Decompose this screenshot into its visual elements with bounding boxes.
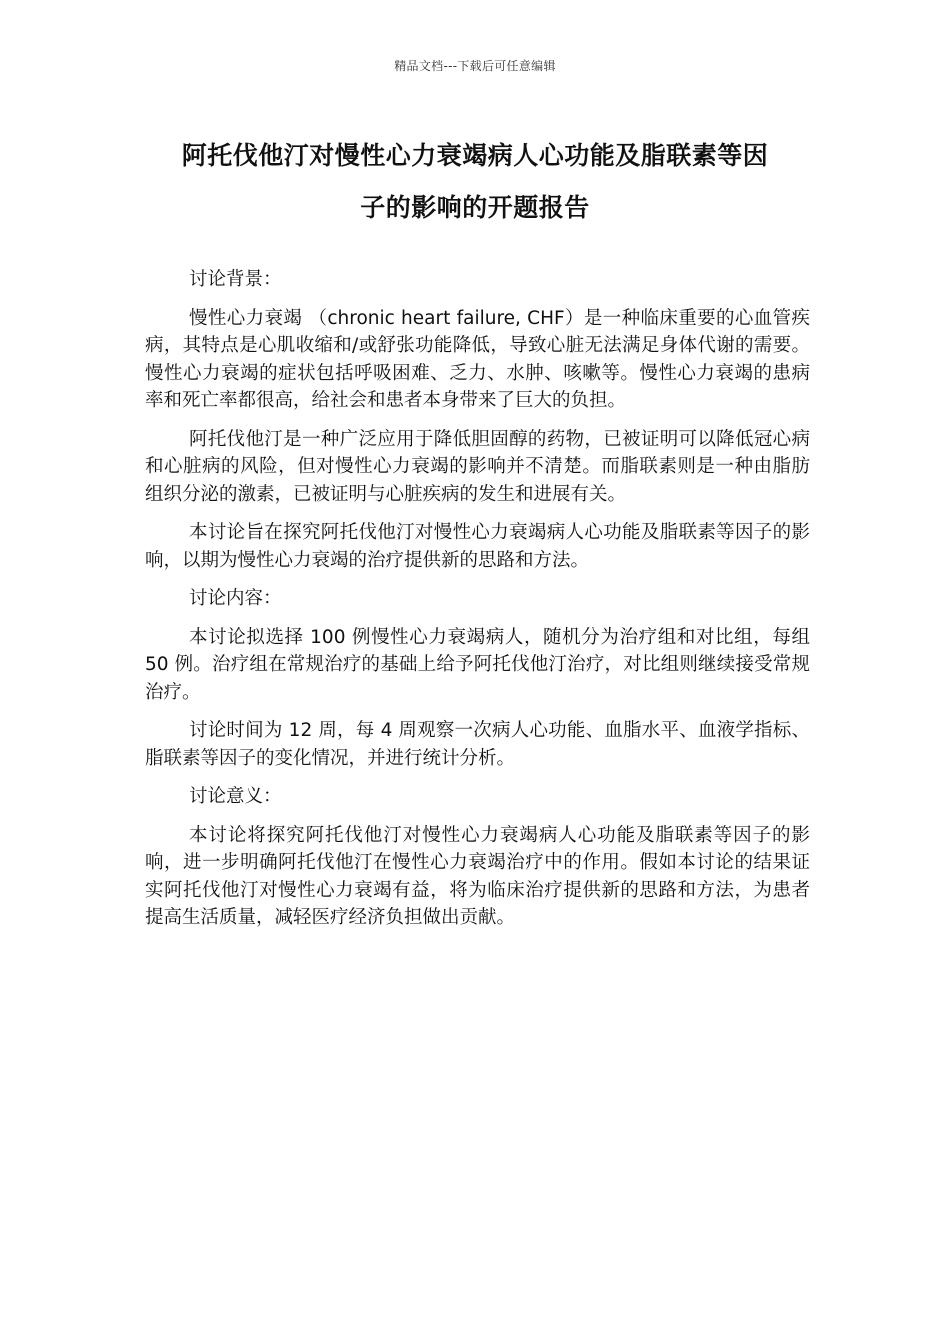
paragraph-content-2: 讨论时间为 12 周，每 4 周观察一次病人心功能、血脂水平、血液学指标、脂联素等因子的变化情况，并进行统计分析。: [145, 720, 810, 769]
paragraph-background-1: 慢性心力衰竭 （chronic heart failure, CHF）是一种临床重要的心血管疾病，其特点是心肌收缩和/或舒张功能降低，导致心脏无法满足身体代谢的需要。慢性心力衰竭的症状包括呼吸困难、乏力、水肿、咳嗽等。慢性心力衰竭的患病率和死亡率都很高，给社会和患者本身带来了巨大的负担。: [145, 307, 810, 411]
section-heading-background: 讨论背景：: [189, 269, 282, 290]
document-body: [145, 266, 810, 943]
paragraph-significance-1: 本讨论将探究阿托伐他汀对慢性心力衰竭病人心功能及脂联素等因子的影响，进一步明确阿托伐他汀在慢性心力衰竭治疗中的作用。假如本讨论的结果证实阿托伐他汀对慢性心力衰竭有益，将为临床治疗提供新的思路和方法，为患者提高生活质量，减轻医疗经济负担做出贡献。: [145, 824, 810, 928]
header-note: 精品文档---下载后可任意编辑: [394, 59, 556, 73]
paragraph-content-1: 本讨论拟选择 100 例慢性心力衰竭病人，随机分为治疗组和对比组，每组 50 例。治疗组在常规治疗的基础上给予阿托伐他汀治疗，对比组则继续接受常规治疗。: [145, 626, 810, 703]
section-heading-content: 讨论内容：: [189, 588, 282, 609]
document-title: [140, 130, 810, 234]
title-line-2: 子的影响的开题报告: [360, 193, 590, 222]
section-heading-significance: 讨论意义：: [189, 786, 282, 807]
paragraph-background-3: 本讨论旨在探究阿托伐他汀对慢性心力衰竭病人心功能及脂联素等因子的影响，以期为慢性心力衰竭的治疗提供新的思路和方法。: [145, 522, 810, 571]
title-line-1: 阿托伐他汀对慢性心力衰竭病人心功能及脂联素等因: [181, 141, 769, 170]
paragraph-background-2: 阿托伐他汀是一种广泛应用于降低胆固醇的药物，已被证明可以降低冠心病和心脏病的风险，但对慢性心力衰竭的影响并不清楚。而脂联素则是一种由脂肪组织分泌的激素，已被证明与心脏疾病的发生和进展有关。: [145, 428, 810, 505]
